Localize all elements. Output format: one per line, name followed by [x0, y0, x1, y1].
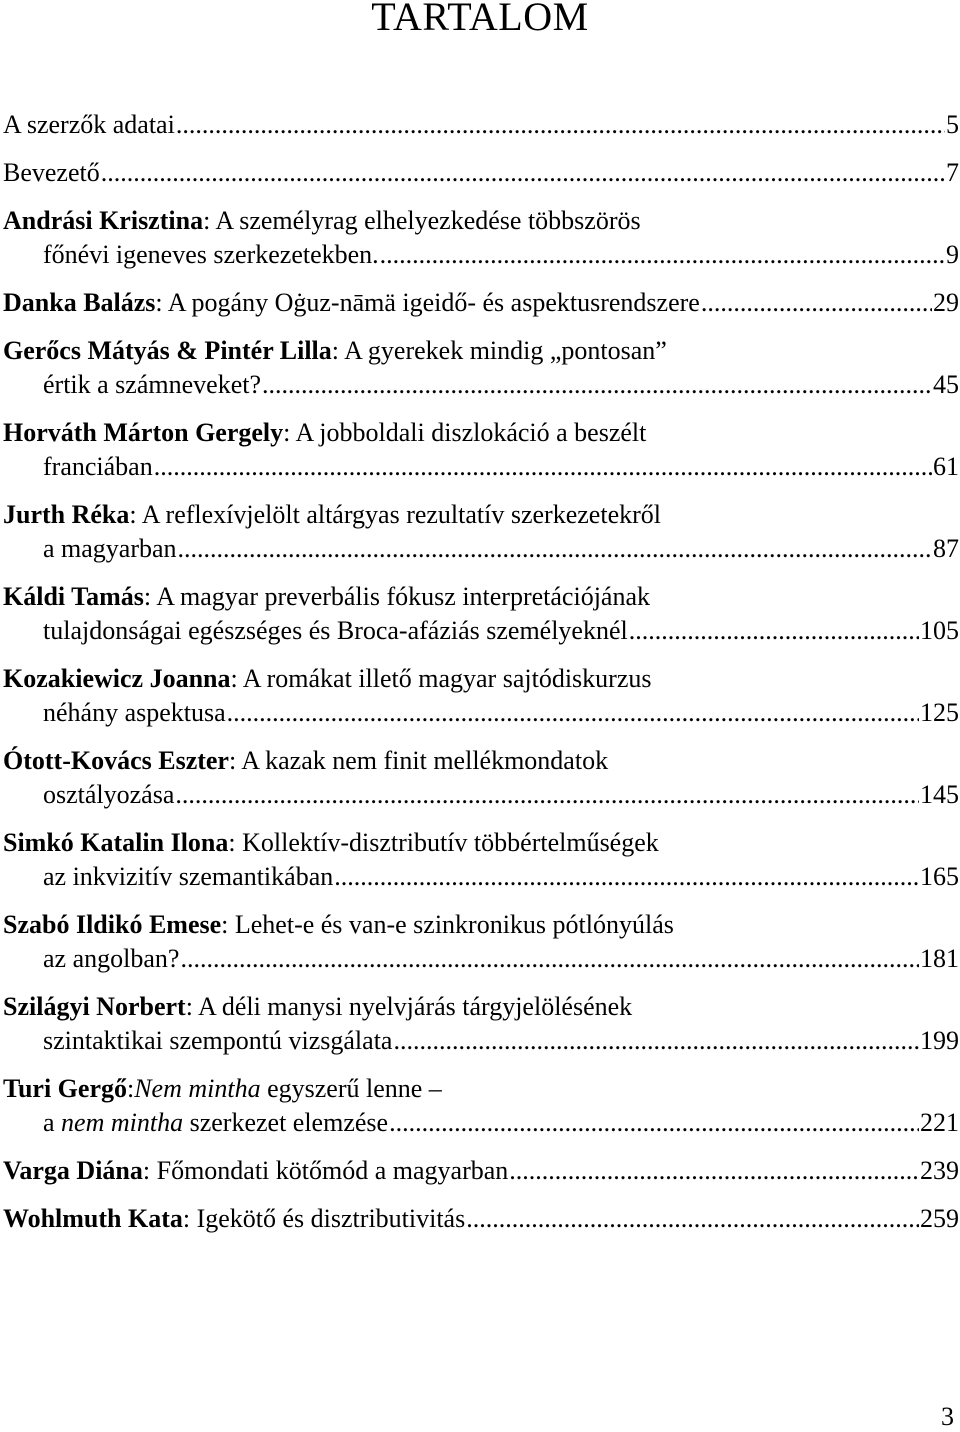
entry-title-cont: az inkvizitív szemantikában: [43, 862, 334, 891]
dot-leader: [175, 778, 919, 812]
entry-title-cont: főnévi igeneves szerkezetekben.: [43, 240, 379, 269]
dot-leader: [154, 450, 932, 484]
entry-title: : A romákat illető magyar sajtódiskurzus: [230, 664, 652, 693]
entry-title-cont: szintaktikai szempontú vizsgálata: [43, 1026, 393, 1055]
dot-leader: [509, 1154, 919, 1188]
dot-leader: [178, 532, 932, 566]
toc-entry: [3, 826, 959, 894]
dot-leader: [334, 860, 919, 894]
dot-leader: [262, 368, 932, 402]
entry-title: egyszerű lenne –: [260, 1074, 442, 1103]
toc-line: [3, 744, 959, 778]
entry-title-cont: értik a számneveket?: [43, 370, 261, 399]
toc-entry: [3, 908, 959, 976]
toc-line: [3, 662, 959, 696]
entry-title: : A magyar preverbális fókusz interpretációjának: [143, 582, 650, 611]
page-number: 3: [941, 1402, 954, 1431]
entry-title: : A déli manysi nyelvjárás tárgyjelölésének: [185, 992, 633, 1021]
toc-line: [3, 498, 959, 532]
toc-line: [3, 908, 959, 942]
toc-line: [3, 696, 959, 730]
entry-author: Horváth Márton Gergely: [3, 418, 284, 447]
entry-title-cont: a: [43, 1108, 62, 1137]
toc-line: [3, 614, 959, 648]
page-ref: 7: [946, 158, 959, 187]
toc-line: [3, 942, 959, 976]
toc-line: [3, 580, 959, 614]
toc-entry: [3, 204, 959, 272]
toc-entry: [3, 1072, 959, 1140]
entry-title: : Főmondati kötőmód a magyarban: [142, 1156, 509, 1185]
entry-author: Ótott-Kovács Eszter: [3, 746, 229, 775]
toc-line: [3, 368, 959, 402]
dot-leader: [380, 238, 945, 272]
page-ref: 61: [933, 452, 959, 481]
entry-title: : A reflexívjelölt altárgyas rezultatív szerkezetekről: [129, 500, 661, 529]
page-ref: 165: [920, 862, 959, 891]
page-ref: 105: [920, 616, 959, 645]
entry-title: A szerzők adatai: [3, 110, 175, 139]
toc-line: [3, 238, 959, 272]
page-ref: 5: [946, 110, 959, 139]
toc-line: [3, 1202, 959, 1236]
toc-line: [3, 1024, 959, 1058]
toc-line: [3, 204, 959, 238]
toc-line: [3, 334, 959, 368]
page-ref: 87: [933, 534, 959, 563]
toc-entry: [3, 1154, 959, 1188]
toc-entry: [3, 286, 959, 320]
entry-author: Turi Gergő: [3, 1074, 127, 1103]
dot-leader: [629, 614, 919, 648]
dot-leader: [389, 1106, 919, 1140]
page-ref: 9: [946, 240, 959, 269]
entry-author: Simkó Katalin Ilona: [3, 828, 229, 857]
entry-title-cont: franciában: [43, 452, 153, 481]
toc-entry: [3, 498, 959, 566]
table-of-contents: [3, 108, 959, 1250]
entry-author: Andrási Krisztina: [3, 206, 204, 235]
page-ref: 239: [920, 1156, 959, 1185]
toc-entry: [3, 416, 959, 484]
entry-author: Wohlmuth Kata: [3, 1204, 183, 1233]
page-ref: 125: [920, 698, 959, 727]
dot-leader: [101, 156, 945, 190]
entry-title: : Igekötő és disztributivitás: [182, 1204, 466, 1233]
entry-author: Varga Diána: [3, 1156, 143, 1185]
entry-title: : A jobboldali diszlokáció a beszélt: [283, 418, 647, 447]
entry-title-italic: nem mintha: [61, 1108, 184, 1137]
dot-leader: [176, 108, 945, 142]
entry-title: : A pogány Oġuz-nāmä igeidő- és aspektusrendszere: [155, 288, 700, 317]
entry-author: Szilágyi Norbert: [3, 992, 186, 1021]
page-ref: 145: [920, 780, 959, 809]
toc-line: [3, 156, 959, 190]
entry-title: Bevezető: [3, 158, 100, 187]
page-ref: 221: [920, 1108, 959, 1137]
toc-entry: [3, 1202, 959, 1236]
toc-entry: [3, 662, 959, 730]
entry-author: Jurth Réka: [3, 500, 130, 529]
entry-title: : A személyrag elhelyezkedése többszörös: [203, 206, 641, 235]
entry-title-cont: tulajdonságai egészséges és Broca-afáziás személyeknél: [43, 616, 628, 645]
entry-title-italic: Nem mintha: [134, 1074, 261, 1103]
toc-entry: [3, 990, 959, 1058]
toc-line: [3, 1072, 959, 1106]
toc-line: [3, 108, 959, 142]
entry-author: Szabó Ildikó Emese: [3, 910, 222, 939]
toc-line: [3, 450, 959, 484]
entry-title: :: [126, 1074, 135, 1103]
toc-entry-authors: [3, 108, 959, 142]
dot-leader: [701, 286, 932, 320]
dot-leader: [180, 942, 919, 976]
entry-title-cont: osztályozása: [43, 780, 175, 809]
page-ref: 181: [920, 944, 959, 973]
page-ref: 29: [933, 288, 959, 317]
toc-entry-introduction: [3, 156, 959, 190]
entry-title: : Kollektív-disztributív többértelműségek: [228, 828, 659, 857]
entry-title: : Lehet-e és van-e szinkronikus pótlónyúlás: [221, 910, 674, 939]
entry-title: : A kazak nem finit mellékmondatok: [228, 746, 609, 775]
entry-title-cont: a magyarban: [43, 534, 177, 563]
toc-entry: [3, 580, 959, 648]
toc-line: [3, 416, 959, 450]
toc-line: [3, 826, 959, 860]
entry-title-cont: az angolban?: [43, 944, 180, 973]
toc-entry: [3, 744, 959, 812]
entry-title-cont: néhány aspektusa: [43, 698, 226, 727]
entry-author: Kozakiewicz Joanna: [3, 664, 231, 693]
entry-author: Káldi Tamás: [3, 582, 144, 611]
toc-line: [3, 532, 959, 566]
page-ref: 45: [933, 370, 959, 399]
toc-entry: [3, 334, 959, 402]
entry-title: : A gyerekek mindig „pontosan”: [331, 336, 667, 365]
page-ref: 199: [920, 1026, 959, 1055]
page-title: TARTALOM: [371, 0, 589, 39]
page-ref: 259: [920, 1204, 959, 1233]
dot-leader: [393, 1024, 919, 1058]
toc-line: [3, 860, 959, 894]
dot-leader: [227, 696, 919, 730]
toc-line: [3, 1154, 959, 1188]
dot-leader: [466, 1202, 919, 1236]
toc-line: [3, 778, 959, 812]
toc-line: [3, 1106, 959, 1140]
entry-title-cont: szerkezet elemzése: [183, 1108, 389, 1137]
toc-line: [3, 286, 959, 320]
entry-author: Danka Balázs: [3, 288, 156, 317]
entry-author: Gerőcs Mátyás & Pintér Lilla: [3, 336, 332, 365]
toc-line: [3, 990, 959, 1024]
